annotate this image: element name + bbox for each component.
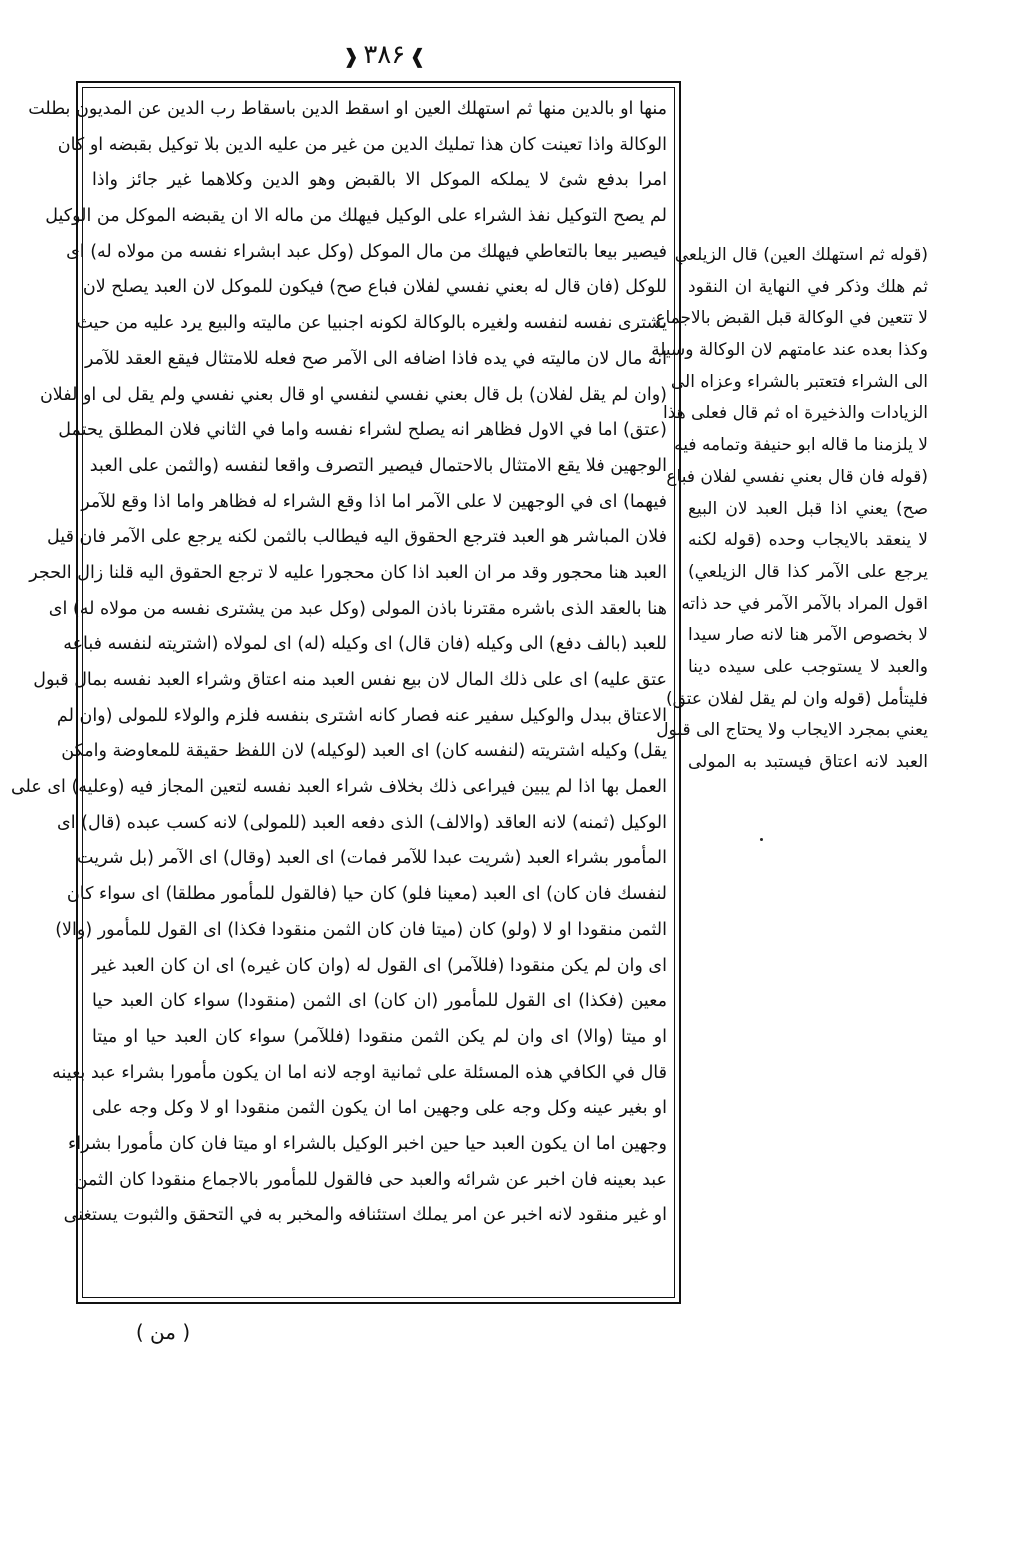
page-number [340,38,430,73]
main-text-line: العبد هنا محجور وقد مر ان العبد اذا كان محجورا عليه لا ترجع الحقوق اليه قلنا زال الحجر [29,562,667,583]
main-text-line: فيهما) اى في الوجهين لا على الآمر اما اذا وقع الشراء له فظاهر واما اذا وقع للآمر [81,491,667,512]
catchword: ( من ) [135,1320,191,1344]
main-text-line: فلان المباشر هو العبد فترجع الحقوق اليه فيطالب بالثمن لكنه يرجع على الآمر فان قيل [47,527,667,548]
main-text-line: عبد بعينه فان اخبر عن شرائه والعبد حى فالقول للمأمور بالاجماع منقودا كان الثمن [74,1169,667,1190]
side-note-line: (قوله ثم استهلك العين) قال الزيلعي [674,245,928,265]
side-note-line: الى الشراء فتعتبر بالشراء وعزاه الى [670,371,928,392]
ornament-right: ❱ [409,44,426,68]
main-text-line: الثمن منقودا او لا (ولو) كان (ميتا فان كان الثمن منقودا فكذا) اى القول للمأمور (والا) [55,919,667,940]
main-text-line: معين (فكذا) اى القول للمأمور (ان كان) اى الثمن (منقودا) سواء كان العبد حيا [92,991,667,1012]
main-text-line: قال في الكافي هذه المسئلة على ثمانية اوجه لانه اما ان يكون مأمورا بشراء عبد بعينه [52,1062,667,1083]
side-note-line: ثم هلك وذكر في النهاية ان النقود [688,276,928,297]
side-note-line: لا تتعين في الوكالة قبل القبض بالاجماع [655,308,928,329]
main-text-line: اى وان لم يكن منقودا (فللآمر) اى القول له (وان كان غيره) اى ان كان العبد غير [92,955,667,976]
main-text-line: المأمور بشراء العبد (شريت عبدا للآمر فمات) اى العبد (وقال) اى الآمر (بل شريت [77,848,667,869]
side-note-line: لا ينعقد بالايجاب وحده (قوله لكنه [688,530,928,551]
main-text-line: (وان لم يقل لفلان) بل قال بعني نفسي لنفسي او قال بعني نفسي ولم يقل لى او لفلان [39,384,667,405]
main-text-line: او غير منقود لانه اخبر عن امر يملك استئنافه والمخبر به في التحقق والثبوت يستغنى [63,1205,667,1226]
side-note-line: فليتأمل (قوله وان لم يقل لفلان عتق) [665,688,928,709]
marginal-commentary [651,240,928,779]
side-note-line: والعبد لا يستوجب على سيده دينا [688,656,928,677]
margin-dot [760,838,763,841]
main-text-line: او بغير عينه وكل وجه على وجهين اما ان يكون الثمن منقودا او لا وكل وجه على [92,1098,667,1119]
main-text-line: الوكالة واذا تعينت كان هذا تمليك الدين من غير من عليه الدين بلا توكيل بقبضه او كان [57,134,667,155]
main-text-line: الوجهين فلا يقع الامتثال بالاحتمال فيصير التصرف واقعا لنفسه (والثمن على العبد [89,455,667,476]
side-note-line: لا بخصوص الآمر هنا لانه صار سيدا [688,625,928,646]
main-text-line: الاعتاق ببدل والوكيل سفير عنه فصار كانه اشترى بنفسه فلزم والولاء للمولى (وان لم [56,705,667,726]
main-text-line: للوكل (فان قال له بعني نفسي لفلان فباع صح) فيكون للموكل لان العبد يصلح لان [82,277,667,298]
main-text-block [10,92,667,1234]
main-text-line: (عتق) اما في الاول فظاهر انه يصلح لشراء نفسه واما في الثاني فلان المطلق يحتمل [58,420,667,441]
main-text-line: الوكيل (ثمنه) لانه العاقد (والالف) الذى دفعه العبد (للمولى) لانه كسب عبده (قال) اى [57,812,667,833]
main-text-line: عتق عليه) اى على ذلك المال لان بيع نفس العبد منه اعتاق وشراء العبد نفسه بمال قبول [33,670,667,690]
main-text-line: يقل) وكيله اشتريته (لنفسه كان) اى العبد (لوكيله) لان اللفظ حقيقة للمعاوضة وامكن [61,741,667,762]
main-text-line: فيصير بيعا بالتعاطي فيهلك من مال الموكل (وكل عبد ابشراء نفسه من مولاه له) اى [66,241,667,262]
main-text-line: امرا بدفع شئ لا يملكه الموكل الا بالقبض وهو الدين وكلاهما غير جائز واذا [92,170,667,191]
main-text-line: منها او بالدين منها ثم استهلك العين او اسقط الدين باسقاط رب الدين عن المديون بطلت [28,99,667,119]
side-note-line: اقول المراد بالآمر الآمر في حد ذاته [681,593,928,614]
side-note-line: يعني بمجرد الايجاب ولا يحتاج الى قبول [656,720,928,741]
main-text-line: العمل بها اذا لم يبين فيراعى ذلك بخلاف شراء العبد نفسه لتعين المجاز فيه (وعليه) اى على [10,777,667,798]
main-text-line: للعبد (بالف دفع) الى وكيله (فان قال) اى وكيله (له) اى لمولاه (اشتريته لنفسه فباعه [63,634,667,655]
main-text-line: او ميتا (والا) اى وان لم يكن الثمن منقودا (فللآمر) سواء كان العبد حيا او ميتا [92,1026,667,1047]
side-note-line: صح) يعني اذا قبل العبد لان البيع [688,498,928,519]
page-number-value: ۳۸۶ [363,40,406,70]
main-text-line: وجهين اما ان يكون العبد حيا حين اخبر الوكيل بالشراء او ميتا فان كان مأمورا بشراء [68,1133,667,1154]
main-text-line: انه مال لان ماليته في يده فاذا اضافه الى الآمر صح فعله للامتثال فيقع العقد للآمر [85,348,667,369]
main-text-line: لم يصح التوكيل نفذ الشراء على الوكيل فيهلك من ماله الا ان يقبضه الموكل من الوكيل [45,206,667,227]
side-note-line: (قوله فان قال بعني نفسي لفلان فباع [666,466,928,487]
side-note-line: يرجع على الآمر كذا قال الزيلعي) [688,561,928,582]
side-note-line: لا يلزمنا ما قاله ابو حنيفة وتمامه فيه [674,435,928,456]
side-note-line: الزيادات والذخيرة اه ثم قال فعلى هذا [663,403,928,424]
main-text-line: لنفسك فان كان) اى العبد (معينا فلو) كان حيا (فالقول للمأمور مطلقا) اى سواء كان [66,884,667,905]
main-text-line: هنا بالعقد الذى باشره مقترنا باذن المولى (وكل عبد من يشترى نفسه من مولاه له) اى [48,598,667,619]
side-note-line: العبد لانه اعتاق فيستبد به المولى [688,752,928,772]
side-note-line: وكذا بعده عند عامتهم لان الوكالة وسيلة [651,340,928,361]
ornament-left: ❰ [342,44,360,68]
main-text-line: يشترى نفسه لنفسه ولغيره بالوكالة لكونه اجنبيا عن ماليته والبيع يرد عليه من حيث [76,313,667,334]
